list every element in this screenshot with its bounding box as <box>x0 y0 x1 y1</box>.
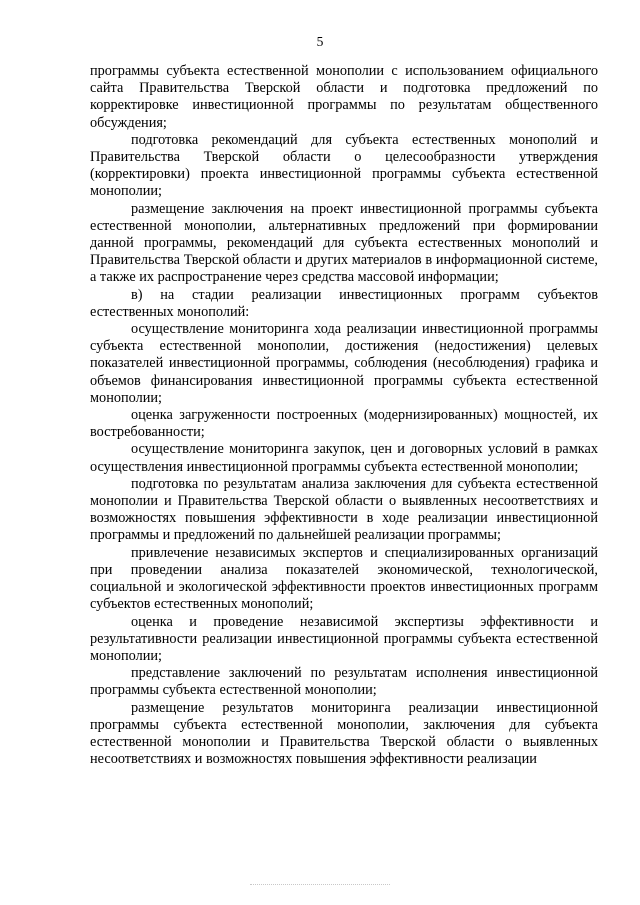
paragraph-2: подготовка рекомендаций для субъекта естественных монополий и Правительства Тверской области о целесообразности утверждения (корректировки) проекта инвестиционной программы субъекта естественной монополии; <box>90 131 598 200</box>
paragraph-3: размещение заключения на проект инвестиционной программы субъекта естественной монополии, альтернативных предложений при формировании данной программы, рекомендаций для субъекта естественных монополий и Правительства Тверской области и других материалов в информационной системе, а также их распространение через средства массовой информации; <box>90 200 598 286</box>
paragraph-10: оценка и проведение независимой экспертизы эффективности и результативности реализации инвестиционной программы субъекта естественной монополии; <box>90 613 598 664</box>
body-text <box>90 63 598 768</box>
paragraph-1: программы субъекта естественной монополии с использованием официального сайта Правительства Тверской области и подготовка предложений по корректировке инвестиционной программы по результатам общественного обсуждения; <box>90 63 598 131</box>
paragraph-8: подготовка по результатам анализа заключения для субъекта естественной монополии и Правительства Тверской области о выявленных несоответствиях и возможностях повышения эффективности в ходе реализации инвестиционной программы и предложений по дальнейшей реализации программы; <box>90 475 598 544</box>
page-number: 5 <box>316 34 324 49</box>
paragraph-6: оценка загруженности построенных (модернизированных) мощностей, их востребованности; <box>90 407 598 441</box>
paragraph-7: осуществление мониторинга закупок, цен и договорных условий в рамках осуществления инвестиционной программы субъекта естественной монополии; <box>90 441 598 475</box>
scan-artifact-line <box>250 884 390 886</box>
paragraph-4: в) на стадии реализации инвестиционных программ субъектов естественных монополий: <box>90 286 598 320</box>
paragraph-5: осуществление мониторинга хода реализации инвестиционной программы субъекта естественной монополии, достижения (недостижения) целевых показателей инвестиционной программы, соблюдения (несоблюдения) графика и объемов финансирования инвестиционной программы субъекта естественной монополии; <box>90 321 598 406</box>
paragraph-11: представление заключений по результатам исполнения инвестиционной программы субъекта естественной монополии; <box>90 665 598 699</box>
paragraph-9: привлечение независимых экспертов и специализированных организаций при проведении анализа показателей экономической, технологической, социальной и экологической эффективности проектов инвестиционных программ субъектов естественных монополий; <box>90 544 598 613</box>
paragraph-12: размещение результатов мониторинга реализации инвестиционной программы субъекта естественной монополии, заключения для субъекта естественной монополии и Правительства Тверской области о выявленных несоответствиях и возможностях повышения эффективности реализации <box>90 699 598 768</box>
